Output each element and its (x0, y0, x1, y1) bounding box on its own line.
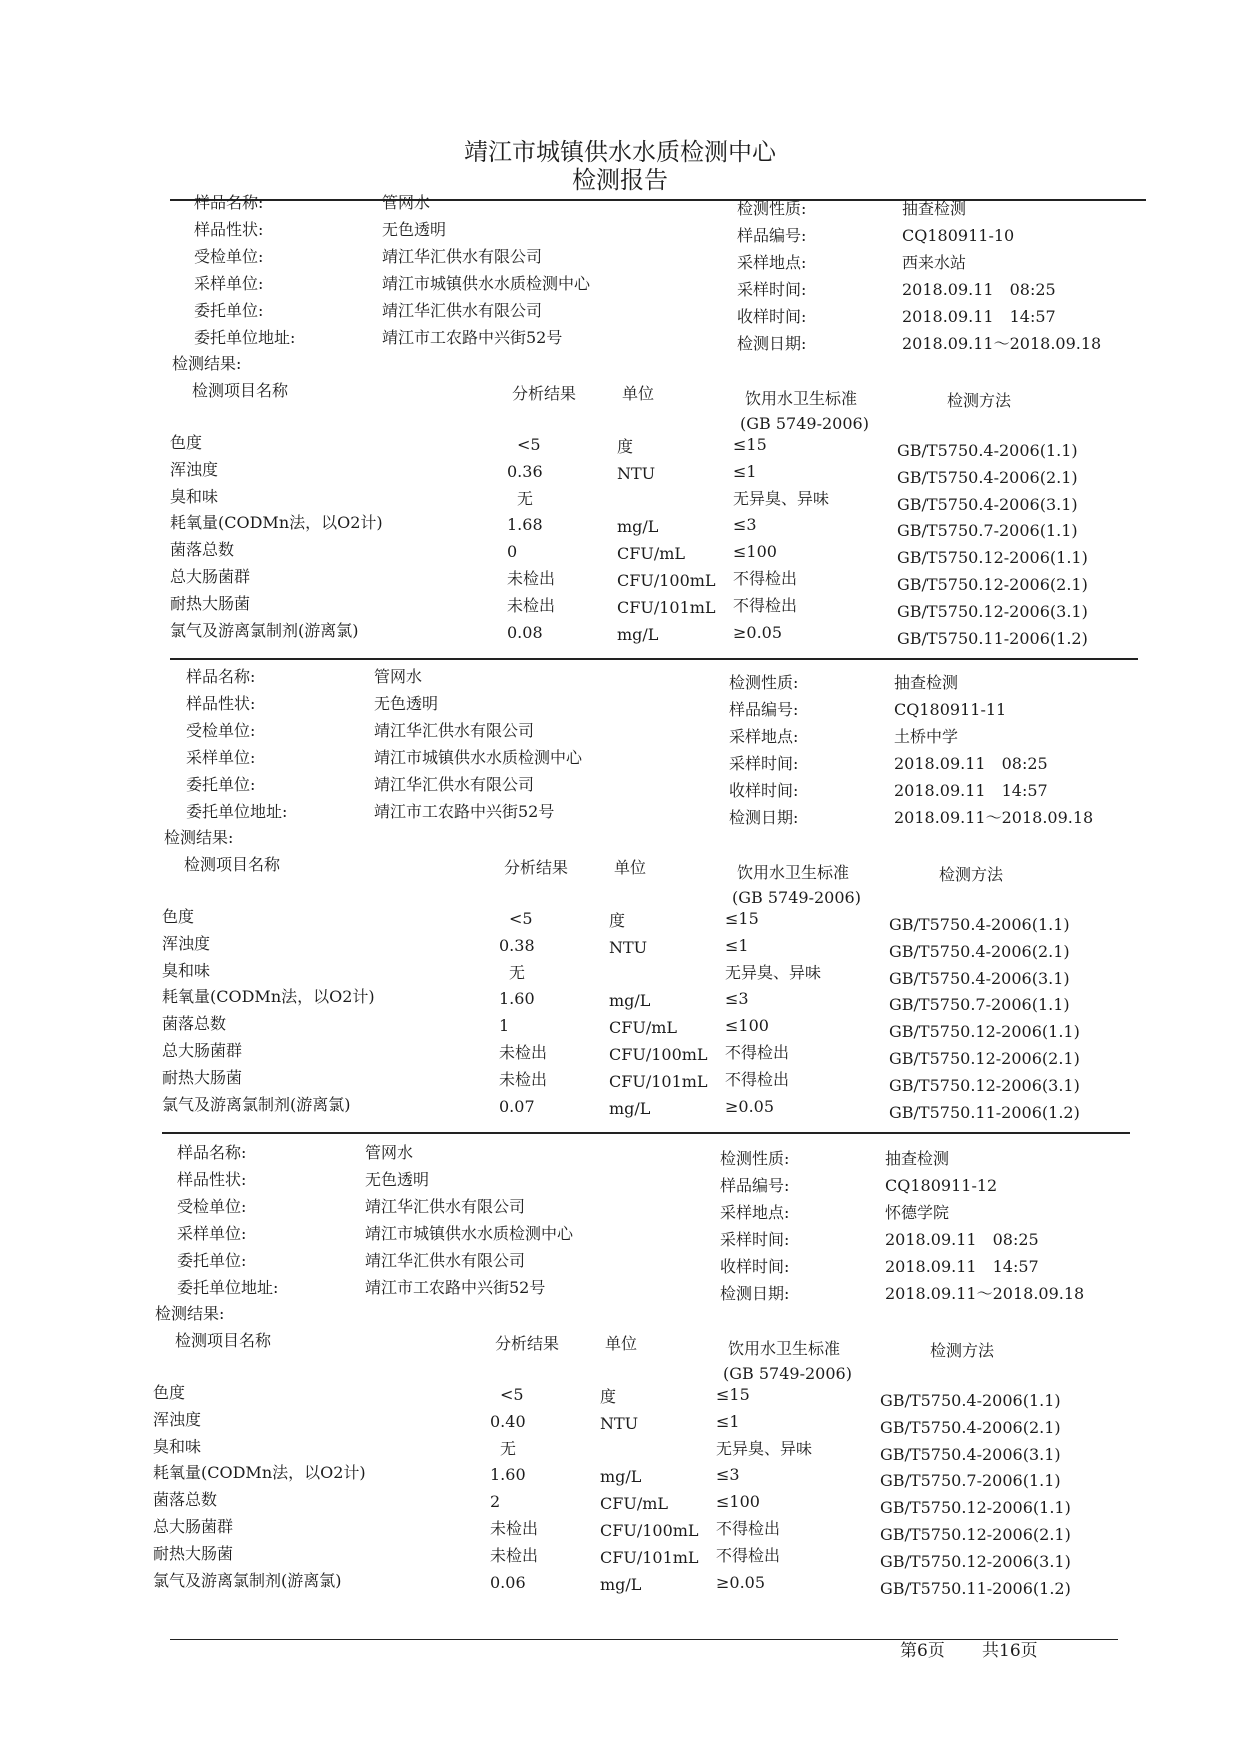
client-unit-value: 靖江华汇供水有限公司 (382, 301, 543, 320)
standard-value: 不得检出 (716, 1519, 781, 1538)
client-unit-label: 委托单位: (194, 301, 264, 320)
standard-value: 不得检出 (725, 1043, 790, 1062)
receiving-time-value: 2018.09.11 14:57 (894, 781, 1048, 800)
sampling-time-value: 2018.09.11 08:25 (885, 1230, 1039, 1249)
unit-value: CFU/101mL (600, 1547, 699, 1567)
sample-no-value: CQ180911-10 (902, 226, 1015, 245)
item-name: 总大肠菌群 (170, 567, 251, 586)
result-value: 0.06 (490, 1572, 526, 1592)
sample-no-value: CQ180911-11 (894, 700, 1007, 719)
item-name: 浑浊度 (162, 933, 211, 953)
header-unit: 单位 (622, 384, 655, 403)
sampling-unit-value: 靖江市城镇供水水质检测中心 (382, 274, 591, 293)
unit-value: CFU/100mL (600, 1521, 699, 1540)
sample-name-label: 样品名称: (186, 667, 256, 686)
test-nature-label: 检测性质: (729, 673, 799, 692)
method-value: GB/T5750.4-2006(2.1) (889, 941, 1070, 961)
item-name: 菌落总数 (170, 540, 235, 560)
header-unit: 单位 (605, 1334, 638, 1353)
unit-value: 度 (609, 911, 626, 930)
item-name: 浑浊度 (153, 1409, 202, 1429)
result-value: 未检出 (507, 569, 556, 588)
result-value: 未检出 (499, 1043, 548, 1062)
standard-value: 不得检出 (733, 569, 798, 588)
test-date-label: 检测日期: (729, 808, 799, 827)
sample-state-label: 样品性状: (186, 694, 256, 713)
header-result: 分析结果 (504, 858, 569, 877)
method-value: GB/T5750.12-2006(1.1) (897, 548, 1088, 568)
page-number: 第6页 (900, 1641, 945, 1661)
result-value: 无 (500, 1438, 517, 1458)
result-value: <5 (509, 909, 533, 928)
unit-value: CFU/100mL (609, 1045, 708, 1064)
result-value: 0.07 (499, 1096, 535, 1116)
inspected-unit-value: 靖江华汇供水有限公司 (374, 721, 535, 740)
client-unit-value: 靖江华汇供水有限公司 (365, 1251, 526, 1270)
sample-state-value: 无色透明 (365, 1170, 430, 1189)
header-method: 检测方法 (930, 1341, 995, 1360)
method-value: GB/T5750.12-2006(3.1) (889, 1075, 1080, 1095)
org-title: 靖江市城镇供水水质检测中心 (464, 138, 776, 166)
result-value: 0.38 (499, 935, 535, 955)
test-date-value: 2018.09.11～2018.09.18 (885, 1284, 1085, 1303)
result-value: 无 (517, 488, 534, 508)
result-value: 未检出 (490, 1545, 539, 1565)
results-label: 检测结果: (172, 354, 242, 373)
item-name: 色度 (153, 1383, 186, 1402)
method-value: GB/T5750.11-2006(1.2) (897, 628, 1088, 648)
item-name: 臭和味 (162, 960, 211, 980)
unit-value: CFU/mL (609, 1018, 678, 1038)
report-title: 检测报告 (572, 166, 668, 194)
header-result: 分析结果 (495, 1334, 560, 1353)
item-name: 臭和味 (170, 486, 219, 506)
result-value: 1.60 (499, 989, 535, 1009)
receiving-time-label: 收样时间: (720, 1257, 790, 1276)
result-value: 0.36 (507, 461, 543, 481)
unit-value: 度 (617, 437, 634, 456)
sampling-unit-value: 靖江市城镇供水水质检测中心 (374, 748, 583, 767)
header-standard: 饮用水卫生标准 (728, 1339, 841, 1358)
unit-value: CFU/101mL (609, 1071, 708, 1091)
sample-no-label: 样品编号: (720, 1176, 790, 1195)
sample-name-value: 管网水 (374, 667, 423, 686)
sample-state-value: 无色透明 (382, 220, 447, 239)
page-total: 共16页 (982, 1641, 1038, 1661)
sampling-time-value: 2018.09.11 08:25 (902, 280, 1056, 299)
method-value: GB/T5750.12-2006(2.1) (880, 1525, 1071, 1544)
inspected-unit-label: 受检单位: (186, 721, 256, 740)
receiving-time-value: 2018.09.11 14:57 (885, 1257, 1039, 1276)
sampling-unit-label: 采样单位: (194, 274, 264, 293)
method-value: GB/T5750.4-2006(2.1) (880, 1417, 1061, 1437)
standard-value: ≤15 (716, 1385, 750, 1404)
sampling-unit-label: 采样单位: (177, 1224, 247, 1243)
result-value: 1 (499, 1016, 510, 1036)
unit-value: mg/L (617, 517, 659, 537)
header-item-name: 检测项目名称 (192, 381, 289, 400)
standard-value: 无异臭、异味 (733, 488, 830, 508)
sample-name-value: 管网水 (382, 193, 431, 212)
method-value: GB/T5750.7-2006(1.1) (897, 521, 1078, 541)
item-name: 耗氧量(CODMn法，以O2计) (153, 1463, 366, 1483)
result-value: <5 (517, 435, 541, 454)
inspected-unit-value: 靖江华汇供水有限公司 (365, 1197, 526, 1216)
client-address-label: 委托单位地址: (186, 802, 288, 821)
inspected-unit-label: 受检单位: (177, 1197, 247, 1216)
header-standard-code: (GB 5749-2006) (723, 1364, 852, 1383)
standard-value: ≤3 (733, 515, 757, 535)
result-value: 1.60 (490, 1465, 526, 1485)
header-item-name: 检测项目名称 (175, 1331, 272, 1350)
unit-value: CFU/mL (617, 544, 686, 564)
item-name: 耗氧量(CODMn法，以O2计) (162, 987, 375, 1007)
method-value: GB/T5750.12-2006(2.1) (889, 1049, 1080, 1068)
unit-value: CFU/101mL (617, 597, 716, 617)
sample-state-value: 无色透明 (374, 694, 439, 713)
client-unit-label: 委托单位: (177, 1251, 247, 1270)
header-standard: 饮用水卫生标准 (745, 389, 858, 408)
item-name: 耐热大肠菌 (162, 1067, 243, 1087)
header-method: 检测方法 (947, 391, 1012, 410)
unit-value: 度 (600, 1387, 617, 1406)
results-label: 检测结果: (155, 1304, 225, 1323)
sampling-site-label: 采样地点: (737, 253, 807, 272)
standard-value: ≤100 (733, 542, 777, 562)
item-name: 菌落总数 (153, 1490, 218, 1510)
result-value: 1.68 (507, 515, 543, 535)
sampling-site-label: 采样地点: (720, 1203, 790, 1222)
test-nature-value: 抽查检测 (902, 199, 967, 218)
unit-value: CFU/mL (600, 1494, 669, 1514)
sampling-site-label: 采样地点: (729, 727, 799, 746)
item-name: 色度 (162, 907, 195, 926)
receiving-time-label: 收样时间: (729, 781, 799, 800)
test-nature-value: 抽查检测 (894, 673, 959, 692)
sample-state-label: 样品性状: (177, 1170, 247, 1189)
result-value: <5 (500, 1385, 524, 1404)
item-name: 氯气及游离氯制剂(游离氯) (170, 620, 359, 640)
header-standard: 饮用水卫生标准 (737, 863, 850, 882)
method-value: GB/T5750.12-2006(1.1) (880, 1498, 1071, 1518)
sampling-time-label: 采样时间: (729, 754, 799, 773)
unit-value: CFU/100mL (617, 571, 716, 590)
standard-value: ≤1 (725, 935, 749, 955)
client-address-label: 委托单位地址: (194, 328, 296, 347)
method-value: GB/T5750.11-2006(1.2) (889, 1102, 1080, 1122)
sampling-unit-value: 靖江市城镇供水水质检测中心 (365, 1224, 574, 1243)
standard-value: ≤100 (716, 1492, 760, 1512)
unit-value: mg/L (609, 1098, 651, 1118)
test-date-label: 检测日期: (720, 1284, 790, 1303)
standard-value: 不得检出 (725, 1069, 790, 1089)
inspected-unit-label: 受检单位: (194, 247, 264, 266)
header-unit: 单位 (614, 858, 647, 877)
client-address-value: 靖江市工农路中兴街52号 (382, 328, 563, 347)
standard-value: ≥0.05 (733, 622, 783, 642)
result-value: 未检出 (490, 1519, 539, 1538)
unit-value: NTU (617, 463, 656, 483)
header-method: 检测方法 (939, 865, 1004, 884)
method-value: GB/T5750.4-2006(3.1) (880, 1444, 1061, 1464)
client-address-value: 靖江市工农路中兴街52号 (365, 1278, 546, 1297)
test-nature-label: 检测性质: (737, 199, 807, 218)
sampling-time-label: 采样时间: (737, 280, 807, 299)
header-standard-code: (GB 5749-2006) (732, 888, 861, 907)
sample-no-value: CQ180911-12 (885, 1176, 998, 1195)
standard-value: ≤1 (733, 461, 757, 481)
unit-value: NTU (609, 937, 648, 957)
header-result: 分析结果 (512, 384, 577, 403)
standard-value: ≤15 (733, 435, 767, 454)
receiving-time-label: 收样时间: (737, 307, 807, 326)
unit-value: mg/L (617, 624, 659, 644)
item-name: 臭和味 (153, 1436, 202, 1456)
standard-value: 无异臭、异味 (716, 1438, 813, 1458)
item-name: 浑浊度 (170, 459, 219, 479)
sampling-site-value: 土桥中学 (894, 727, 959, 746)
inspected-unit-value: 靖江华汇供水有限公司 (382, 247, 543, 266)
standard-value: 不得检出 (716, 1545, 781, 1565)
standard-value: ≤15 (725, 909, 759, 928)
method-value: GB/T5750.4-2006(3.1) (897, 494, 1078, 514)
sampling-unit-label: 采样单位: (186, 748, 256, 767)
method-value: GB/T5750.4-2006(1.1) (889, 915, 1070, 934)
unit-value: mg/L (600, 1574, 642, 1594)
sampling-site-value: 怀德学院 (885, 1203, 950, 1222)
method-value: GB/T5750.12-2006(2.1) (897, 575, 1088, 594)
item-name: 色度 (170, 433, 203, 452)
result-value: 0.40 (490, 1411, 526, 1431)
standard-value: ≤3 (716, 1465, 740, 1485)
sample-name-value: 管网水 (365, 1143, 414, 1162)
client-address-label: 委托单位地址: (177, 1278, 279, 1297)
client-address-value: 靖江市工农路中兴街52号 (374, 802, 555, 821)
sample-name-label: 样品名称: (194, 193, 264, 212)
method-value: GB/T5750.12-2006(3.1) (897, 601, 1088, 621)
method-value: GB/T5750.4-2006(2.1) (897, 467, 1078, 487)
standard-value: ≥0.05 (716, 1572, 766, 1592)
test-nature-value: 抽查检测 (885, 1149, 950, 1168)
result-value: 未检出 (507, 595, 556, 615)
method-value: GB/T5750.7-2006(1.1) (880, 1471, 1061, 1491)
result-value: 无 (509, 962, 526, 982)
footer-rule (170, 1639, 1118, 1640)
method-value: GB/T5750.4-2006(3.1) (889, 968, 1070, 988)
sample-no-label: 样品编号: (729, 700, 799, 719)
item-name: 耐热大肠菌 (170, 593, 251, 613)
standard-value: 不得检出 (733, 595, 798, 615)
standard-value: 无异臭、异味 (725, 962, 822, 982)
sample-no-label: 样品编号: (737, 226, 807, 245)
result-value: 未检出 (499, 1069, 548, 1089)
item-name: 菌落总数 (162, 1014, 227, 1034)
sample-state-label: 样品性状: (194, 220, 264, 239)
method-value: GB/T5750.4-2006(1.1) (880, 1391, 1061, 1410)
sample-name-label: 样品名称: (177, 1143, 247, 1162)
test-date-value: 2018.09.11～2018.09.18 (894, 808, 1094, 827)
method-value: GB/T5750.12-2006(1.1) (889, 1022, 1080, 1042)
standard-value: ≤100 (725, 1016, 769, 1036)
method-value: GB/T5750.12-2006(3.1) (880, 1551, 1071, 1571)
sampling-time-label: 采样时间: (720, 1230, 790, 1249)
item-name: 总大肠菌群 (153, 1517, 234, 1536)
header-item-name: 检测项目名称 (184, 855, 281, 874)
item-name: 氯气及游离氯制剂(游离氯) (162, 1094, 351, 1114)
receiving-time-value: 2018.09.11 14:57 (902, 307, 1056, 326)
result-value: 0 (507, 542, 518, 562)
test-nature-label: 检测性质: (720, 1149, 790, 1168)
unit-value: NTU (600, 1413, 639, 1433)
sampling-time-value: 2018.09.11 08:25 (894, 754, 1048, 773)
client-unit-label: 委托单位: (186, 775, 256, 794)
results-label: 检测结果: (164, 828, 234, 847)
header-standard-code: (GB 5749-2006) (740, 414, 869, 433)
unit-value: mg/L (600, 1467, 642, 1487)
item-name: 耐热大肠菌 (153, 1543, 234, 1563)
item-name: 耗氧量(CODMn法，以O2计) (170, 513, 383, 533)
test-date-label: 检测日期: (737, 334, 807, 353)
unit-value: mg/L (609, 991, 651, 1011)
test-date-value: 2018.09.11～2018.09.18 (902, 334, 1102, 353)
item-name: 总大肠菌群 (162, 1041, 243, 1060)
result-value: 2 (490, 1492, 501, 1512)
method-value: GB/T5750.4-2006(1.1) (897, 441, 1078, 460)
item-name: 氯气及游离氯制剂(游离氯) (153, 1570, 342, 1590)
method-value: GB/T5750.11-2006(1.2) (880, 1578, 1071, 1598)
method-value: GB/T5750.7-2006(1.1) (889, 995, 1070, 1015)
result-value: 0.08 (507, 622, 543, 642)
standard-value: ≤1 (716, 1411, 740, 1431)
standard-value: ≤3 (725, 989, 749, 1009)
sampling-site-value: 西来水站 (902, 253, 967, 272)
standard-value: ≥0.05 (725, 1096, 775, 1116)
client-unit-value: 靖江华汇供水有限公司 (374, 775, 535, 794)
